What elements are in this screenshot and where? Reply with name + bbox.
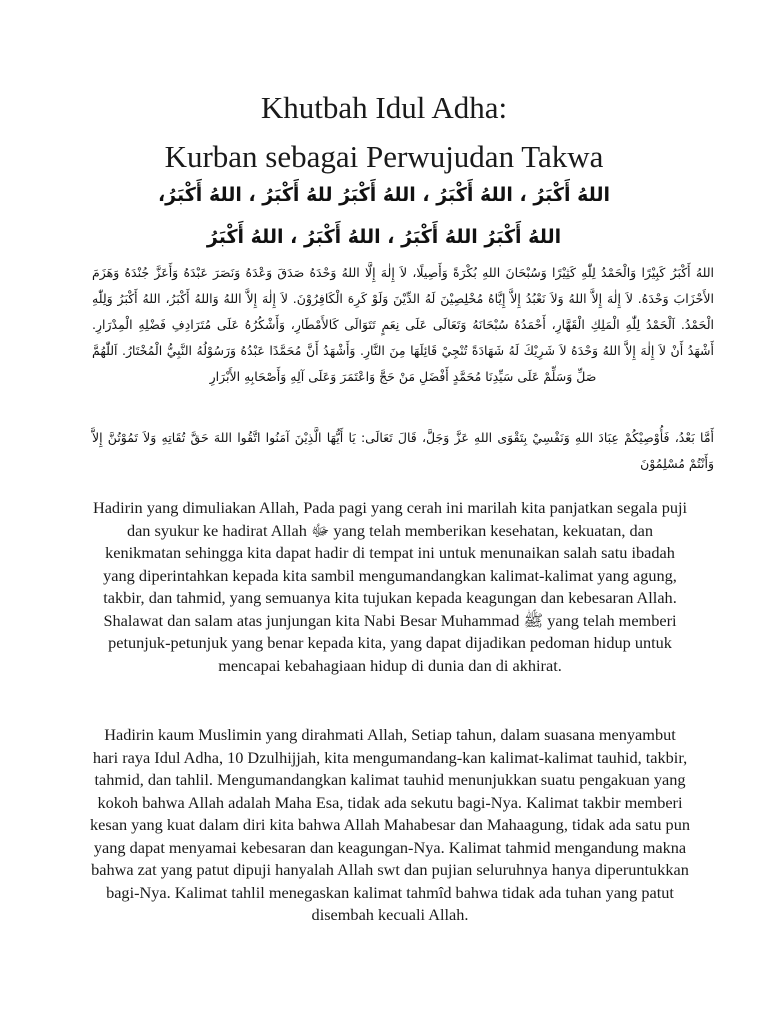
body-paragraph-1: Hadirin yang dimuliakan Allah, Pada pagi yang cerah ini marilah kita panjatkan segala puji dan syukur ke hadirat Allah ﷻ yang telah memberikan kesehatan, kekuatan, dan kenikmatan sehingga kita dapat hadir di tempat ini untuk menunaikan salah satu ibadah yang diperintahkan kepada kita sambil mengumandangkan kalimat-kalimat yang agung, takbir, dan tahmid, yang semuanya kita tujukan kepada keagungan dan kebesaran Allah. Shalawat dan salam atas junjungan kita Nabi Besar Muhammad ﷺ yang telah memberi petunjuk-petunjuk yang benar kepada kita, yang dapat dijadikan pedoman hidup untuk mencapai kebahagiaan hidup di dunia dan di akhirat. [92,498,688,675]
document-title-line-1: Khutbah Idul Adha: [260,90,508,125]
document-title-line-2: Kurban sebagai Perwujudan Takwa [164,139,604,174]
takbir-line-2: اللهُ أَكْبَرُ اللهُ أَكْبَرُ ، اللهُ أَكْبَرُ ، اللهُ أَكْبَرُ [206,226,562,248]
arabic-opening-paragraph: اللهُ أَكْبَرُ كَبِيْرًا وَالْحَمْدُ لِلّٰهِ كَثِيْرًا وَسُبْحَانَ اللهِ بُكْرَةً وَأَصِيلًا، لاَ إِلٰهَ إِلَّا اللهُ وَحْدَهُ صَدَقَ وَعْدَهُ وَنَصَرَ عَبْدَهُ وَأَعَزَّ جُنْدَهُ وَهَزَمَ الأَحْزَابَ وَحْدَهُ. لاَ إِلٰهَ إِلاَّ اللهُ وَلاَ نَعْبُدُ إِلاَّ إِيَّاهُ مُخْلِصِيْنَ لَهُ الدِّيْنَ وَلَوْ كَرِهَ الْكَافِرُوْنَ. لاَ إِلٰهَ إِلاَّ اللهُ وَاللهُ أَكْبَرُ، اللهُ أَكْبَرُ وَلِلّٰهِ الْحَمْدُ. اَلْحَمْدُ لِلّٰهِ الْمَلِكِ الْقَهَّارِ، أَحْمَدُهُ سُبْحَانَهُ وَتَعَالَى عَلَى نِعَمٍ تَتَوَالَى كَالأَمْطَارِ، وَأَشْكُرُهُ عَلَى مُتَرَادِفِ فَضْلِهِ الْمِدْرَارِ. أَشْهَدُ أَنْ لاَ إِلٰهَ إِلاَّ اللهُ وَحْدَهُ لاَ شَرِيْكَ لَهُ شَهَادَةً تُنْجِيْ قَائِلَهَا مِنَ النَّارِ. وَأَشْهَدُ أَنَّ مُحَمَّدًا عَبْدُهُ وَرَسُوْلُهُ النَّبِيُّ الْمُخْتَارُ. اَللّٰهُمَّ صَلِّ وَسَلِّمْ عَلَى سَيِّدِنَا مُحَمَّدٍ أَفْضَلِ مَنْ حَجَّ وَاعْتَمَرَ وَعَلَى آلِهِ وَأَصْحَابِهِ الأَبْرَارِ [92,265,714,384]
takbir-line-1: اللهُ أَكْبَرُ ، اللهُ أَكْبَرُ ، اللهُ أَكْبَرُ للهُ أَكْبَرُ ، اللهُ أَكْبَرُ، [157,184,611,206]
arabic-wasiat-paragraph: أَمَّا بَعْدُ، فَأُوْصِيْكُمْ عِبَادَ اللهِ وَنَفْسِيْ بِتَقْوَى اللهِ عَزَّ وَجَلَّ، قَالَ تَعَالَى: يَا أَيُّهَا الَّذِيْنَ آمَنُوا اتَّقُوا اللهَ حَقَّ تُقَاتِهِ وَلاَ تَمُوْتُنَّ إِلاَّ وَأَنْتُمْ مُسْلِمُوْنَ [92,430,714,471]
body-paragraph-2: Hadirin kaum Muslimin yang dirahmati Allah, Setiap tahun, dalam suasana menyambut hari raya Idul Adha, 10 Dzulhijjah, kita mengumandang-kan kalimat-kalimat tauhid, takbir, tahmid, dan tahlil. Mengumandangkan kalimat tauhid menunjukkan suatu pengakuan yang kokoh bahwa Allah adalah Maha Esa, tidak ada sekutu bagi-Nya. Kalimat takbir memberi kesan yang kuat dalam diri kita bahwa Allah Mahabesar dan Mahaagung, tidak ada satu pun yang dapat menyamai kebesaran dan keagungan-Nya. Kalimat tahmid mengandung makna bahwa zat yang patut dipuji hanyalah Allah swt dan pujian seluruhnya hanya diperuntukkan bagi-Nya. Kalimat tahlil menegaskan kalimat tahmîd bahwa tidak ada tuhan yang patut disembah kecuali Allah. [90,725,690,924]
